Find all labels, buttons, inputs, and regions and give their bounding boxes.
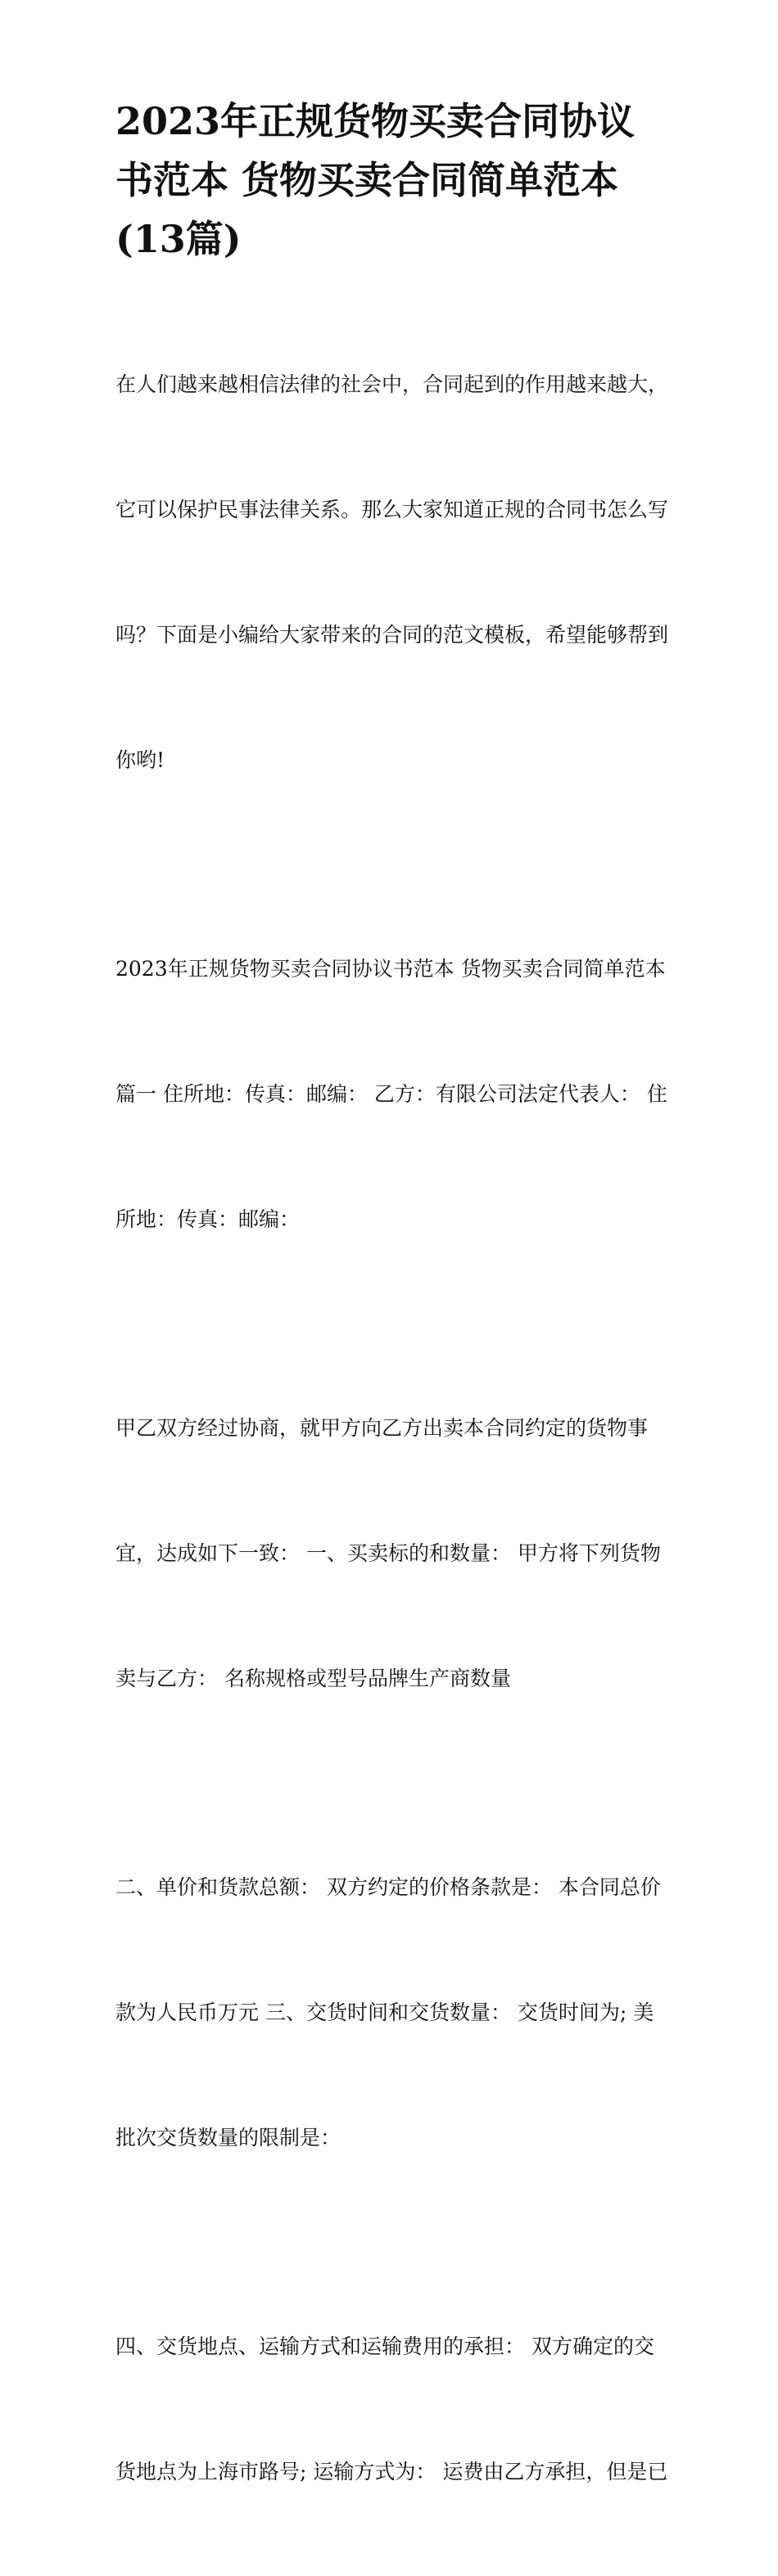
text-line: 甲乙双方经过协商，就甲方向乙方出卖本合同约定的货物事 [115, 1416, 649, 1440]
title-line: 书范本 货物买卖合同简单范本 [115, 158, 619, 202]
text-line: 你哟! [115, 748, 165, 772]
text-line: 吗？下面是小编给大家带来的合同的范文模板，希望能够帮到 [115, 623, 669, 647]
text-line: 宜，达成如下一致： 一、买卖标的和数量： 甲方将下列货物 [115, 1541, 661, 1565]
text-line: 2023年正规货物买卖合同协议书范本 货物买卖合同简单范本 [115, 957, 666, 981]
document-page [115, 92, 669, 2576]
clause-paragraph [115, 1783, 666, 2242]
clause-paragraph [115, 1324, 666, 1783]
intro-paragraph [115, 280, 669, 864]
section-heading-paragraph [115, 864, 666, 1324]
title-line: 2023年正规货物买卖合同协议 [115, 99, 636, 143]
text-line: 它可以保护民事法律关系。那么大家知道正规的合同书怎么写 [115, 498, 669, 521]
title-line: (13篇) [115, 217, 242, 261]
text-line: 卖与乙方： 名称规格或型号品牌生产商数量 [115, 1667, 511, 1690]
text-line: 篇一 住所地：传真：邮编： 乙方：有限公司法定代表人： 住 [115, 1082, 667, 1106]
document-title [115, 92, 666, 268]
text-line: 款为人民币万元 三、交货时间和交货数量： 交货时间为; 美 [115, 2001, 654, 2024]
text-line: 在人们越来越相信法律的社会中，合同起到的作用越来越大， [115, 372, 669, 396]
text-line: 批次交货数量的限制是： [115, 2126, 342, 2150]
clause-paragraph [115, 2242, 666, 2576]
text-line: 四、交货地点、运输方式和运输费用的承担： 双方确定的交 [115, 2335, 654, 2358]
text-line: 货地点为上海市路号; 运输方式为： 运费由乙方承担，但是已 [115, 2460, 668, 2484]
text-line: 二、单价和货款总额： 双方约定的价格条款是： 本合同总价 [115, 1875, 661, 1899]
text-line: 所地：传真：邮编： [115, 1207, 301, 1231]
